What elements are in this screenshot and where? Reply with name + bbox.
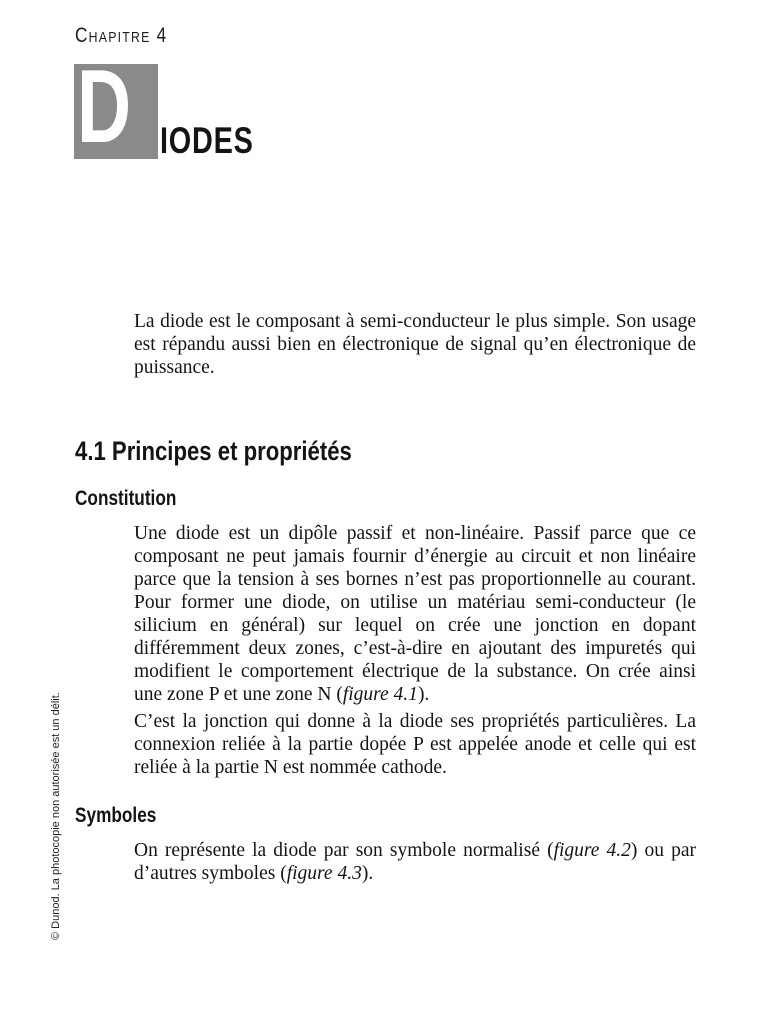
constitution-text: Une diode est un dipôle passif et non-linéaire. Passif parce que ce composant ne peut jamais fournir d’énergie au circuit et non linéaire parce que la tension à ses bornes n’est pas proportionnelle au courant. Pour former une diode, on utilise un matériau semi-conducteur (le silicium en général) sur lequel on crée une jonction en dopant différemment deux zones, c’est-à-dire en ajoutant des impuretés qui modifient le comportement électrique de la substance. On crée ainsi une zone P et une zone N ( (134, 523, 696, 705)
intro-paragraph: La diode est le composant à semi-conducteur le plus simple. Son usage est répandu aussi bien en électronique de signal qu’en électronique de puissance. (134, 311, 696, 378)
title-dropcap-letter: D (77, 49, 132, 165)
constitution-paragraph-2: C’est la jonction qui donne à la diode ses propriétés particulières. La connexion reliée à la partie dopée P est appelée anode et celle qui est reliée à la partie N est nommée cathode. (134, 711, 696, 778)
constitution-paragraph-1 (134, 522, 696, 706)
chapter-label: Chapitre 4 (75, 24, 168, 47)
figure-ref-4-1: figure 4.1 (342, 684, 418, 705)
figure-ref-4-2: figure 4.2 (553, 840, 631, 861)
constitution-text-end: ). (417, 684, 430, 705)
chapter-title: IODES (160, 120, 254, 161)
symboles-paragraph (134, 839, 696, 885)
symboles-text-end: ). (361, 863, 374, 884)
symboles-text: On représente la diode par son symbole normalisé ( (134, 840, 554, 861)
symboles-text-mid: ) ou par d’autres symboles ( (134, 840, 696, 884)
copyright-margin-note: © Dunod. La photocopie non autorisée est un délit. (50, 692, 62, 940)
constitution-heading: Constitution (75, 487, 177, 510)
symboles-heading: Symboles (75, 804, 157, 827)
section-heading: 4.1 Principes et propriétés (75, 436, 352, 466)
figure-ref-4-3: figure 4.3 (286, 863, 362, 884)
